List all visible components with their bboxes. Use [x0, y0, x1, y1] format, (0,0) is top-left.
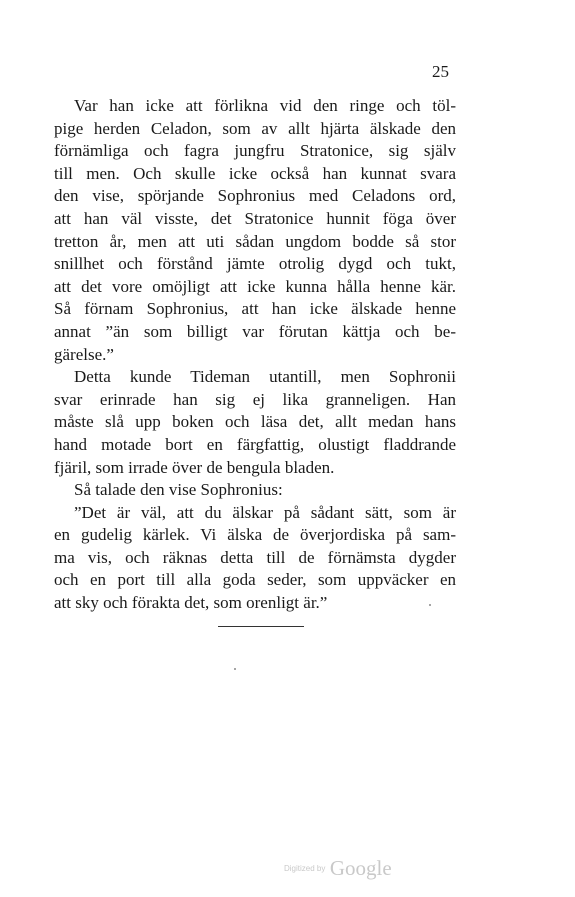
text-line: Var han icke att förlikna vid den ringe och töl-: [74, 96, 456, 115]
google-logo: Google: [329, 856, 392, 880]
text-line: svar erinrade han sig ej lika granneligen. Han: [54, 389, 456, 409]
text-line: Så talade den vise Sophronius:: [74, 480, 283, 500]
text-line: att han väl visste, det Stratonice hunnit föga över: [54, 208, 456, 228]
text-line: till men. Och skulle icke också han kunnat svara: [54, 163, 456, 183]
text-line: snillhet och förstånd jämte otrolig dygd och tukt,: [54, 254, 456, 274]
paper-speck: [429, 604, 431, 606]
text-line: annat ”än som billigt var förutan kättja och be-: [54, 321, 456, 341]
text-line: att det vore omöjligt att icke kunna hålla henne kär.: [54, 276, 456, 296]
text-line: måste slå upp boken och läsa det, allt medan hans: [54, 412, 456, 432]
google-watermark: [284, 856, 392, 881]
watermark-prefix: Digitized by: [284, 864, 326, 873]
body-text: [54, 95, 456, 615]
text-line: pige herden Celadon, som av allt hjärta älskade den: [54, 118, 456, 138]
text-line: ma vis, och räknas detta till de förnämsta dygder: [54, 547, 456, 567]
text-line: en gudelig kärlek. Vi älska de överjordiska på sam-: [54, 525, 456, 545]
text-line: förnämliga och fagra jungfru Stratonice, sig själv: [54, 141, 456, 161]
page-number: 25: [432, 62, 449, 81]
section-divider: [218, 626, 304, 627]
text-line: Så förnam Sophronius, att han icke älskade henne: [54, 299, 456, 319]
text-line: att sky och förakta det, som orenligt är.”: [54, 593, 328, 613]
paper-speck: [234, 668, 236, 670]
text-line: fjäril, som irrade över de bengula bladen.: [54, 457, 335, 477]
text-line: tretton år, men att uti sådan ungdom bodde så stor: [54, 231, 456, 251]
text-line: Detta kunde Tideman utantill, men Sophronii: [74, 367, 456, 387]
text-line: gärelse.”: [54, 344, 114, 364]
text-line: ”Det är väl, att du älskar på sådant sätt, som är: [74, 502, 456, 522]
text-line: hand motade bort en färgfattig, olustigt fladdrande: [54, 434, 456, 454]
text-line: och en port till alla goda seder, som uppväcker en: [54, 570, 456, 590]
text-line: den vise, spörjande Sophronius med Celadons ord,: [54, 186, 456, 206]
